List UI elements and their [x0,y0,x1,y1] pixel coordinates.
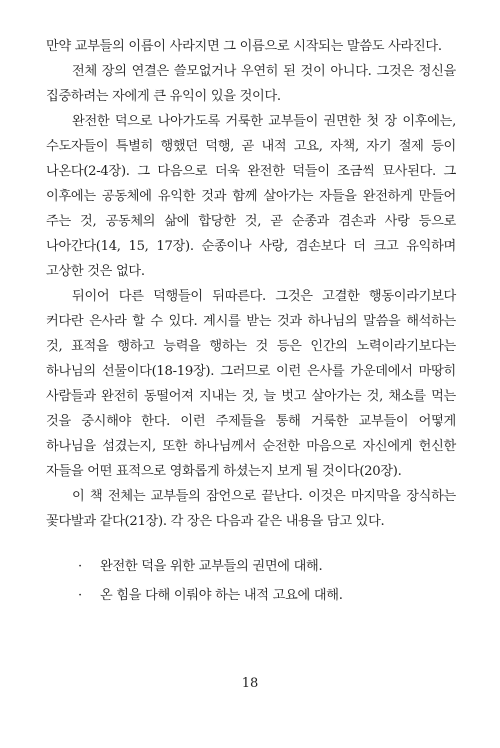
paragraph-1: 만약 교부들의 이름이 사라지면 그 이름으로 시작되는 말씀도 사라진다. [46,39,442,54]
list-item [78,554,456,579]
paragraph-2: 전체 장의 연결은 쓸모없거나 우연히 된 것이 아니다. 그것은 정신을 집중하려는 자에게 큰 유익이 있을 것이다. [46,64,456,104]
list-item-text: 완전한 덕을 위한 교부들의 권면에 대해. [100,559,323,574]
paragraph-5: 이 책 전체는 교부들의 잠언으로 끝난다. 이것은 마지막을 장식하는 꽃다발과 같다(21장). 각 장은 다음과 같은 내용을 담고 있다. [46,489,456,529]
page-number: 18 [241,676,259,691]
paragraph-3: 완전한 덕으로 나아가도록 거룩한 교부들이 권면한 첫 장 이후에는, 수도자들이 특별히 행했던 덕행, 곧 내적 고요, 자책, 자기 절제 등이 나온다(2-4장). 그 다음으로 더욱 완전한 덕들이 조금씩 묘사된다. 그 이후에는 공동체에 유익한 것과 함께 살아가는 자들을 완전하게 만들어 주는 것, 공동체의 삶에 합당한 것, 곧 순종과 겸손과 사랑 등으로 나아간다(14, 15, 17장). 순종이나 사랑, 겸손보다 더 크고 유익하며 고상한 것은 없다. [46,114,456,279]
bullet-mark: · [78,588,82,603]
paragraph-4: 뒤이어 다른 덕행들이 뒤따른다. 그것은 고결한 행동이라기보다 커다란 은사라 할 수 있다. 계시를 받는 것과 하나님의 말씀을 해석하는 것, 표적을 행하고 능력을 행하는 것 등은 인간의 노력이라기보다는 하나님의 선물이다(18-19장). 그러므로 이런 은사를 가운데에서 마땅히 사람들과 완전히 동떨어져 지내는 것, 늘 벗고 살아가는 것, 채소를 먹는 것을 중시해야 한다. 이런 주제들을 통해 거룩한 교부들이 어떻게 하나님을 섬겼는지, 또한 하나님께서 순전한 마음으로 자신에게 헌신한 자들을 어떤 표적으로 영화롭게 하셨는지 보게 될 것이다(20장). [46,289,456,479]
chapter-list [46,554,456,608]
list-item [78,583,456,608]
bullet-mark: · [78,559,82,574]
list-item-text: 온 힘을 다해 이뤄야 하는 내적 고요에 대해. [100,588,343,603]
page-body [46,34,456,612]
